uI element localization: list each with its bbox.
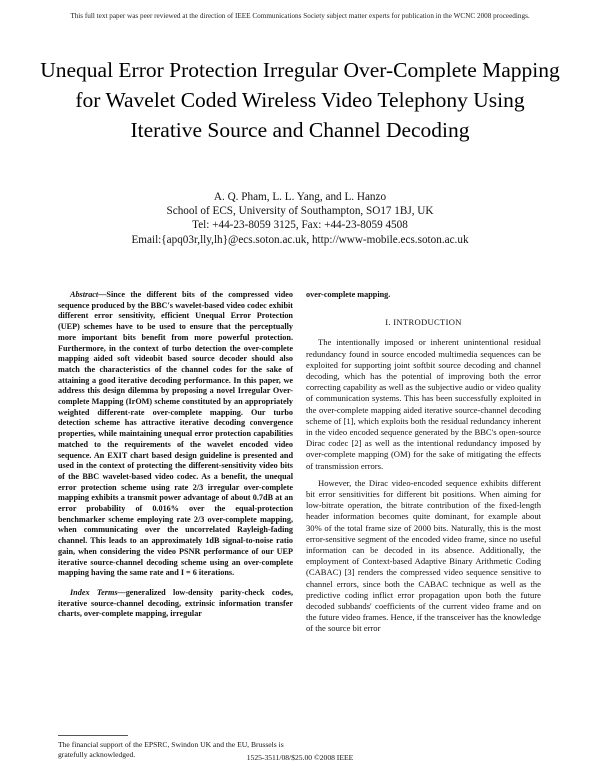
- author-email: Email:{apq03r,lly,lh}@ecs.soton.ac.uk, http://www-mobile.ecs.soton.ac.uk: [131, 233, 469, 246]
- author-block: [0, 190, 600, 247]
- author-affiliation: School of ECS, University of Southampton, SO17 1BJ, UK: [166, 205, 434, 218]
- introduction-heading: I. INTRODUCTION: [385, 316, 462, 327]
- copyright-footer: 1525-3511/08/$25.00 ©2008 IEEE: [246, 753, 354, 762]
- index-terms: [58, 588, 293, 620]
- paper-title: Unequal Error Protection Irregular Over-Complete Mapping for Wavelet Coded Wireless Video Telephony Using Iterative Source and Channel Decoding: [40, 58, 560, 142]
- footnote-divider: [58, 735, 128, 736]
- author-names: A. Q. Pham, L. L. Yang, and L. Hanzo: [213, 191, 387, 203]
- right-column: [306, 290, 541, 635]
- author-contact: Tel: +44-23-8059 3125, Fax: +44-23-8059 4508: [192, 219, 408, 232]
- peer-review-notice: This full text paper was peer reviewed at the direction of IEEE Communications Society subject matter experts for publication in the WCNC 2008 proceedings.: [70, 12, 530, 20]
- abstract-paragraph: [58, 290, 293, 579]
- introduction-paragraph-1: The intentionally imposed or inherent unintentional residual redundancy found in source encoded multimedia sequences can be exploited for supporting joint softbit source decoding and channel decoding, which has the potential of improving both the error correcting capability as well as the subjective audio or video quality of communication systems. This has been successfully exploited in the over-complete mapping aided iterative source-channel decoding scheme of [1], which exploits both the residual redundancy inherent in the video encoded sequence generated by the BBC's open-source Dirac codec [2] as well as the intentional redundancy imposed by over-complete mapping (OM) for the sake of mitigating the effects of transmission errors.: [306, 337, 541, 471]
- index-terms-text: generalized low-density parity-check codes, iterative source-channel decoding, extrinsic information transfer charts, over-complete mapping, irregular: [58, 587, 293, 619]
- funding-footnote: The financial support of the EPSRC, Swindon UK and the EU, Brussels is gratefully acknowledged.: [58, 740, 284, 759]
- introduction-paragraph-2: However, the Dirac video-encoded sequence exhibits different bit error sensitivities for different bit positions. When aiming for low-bitrate operation, the bitrate contribution of the fixed-length header information becomes quite dominant, for example about 30% of the total frame size of 2000 bits. Naturally, this is the most error-sensitive segment of the encoded video frame, since no useful information can be decoded in its absence. Additionally, the employment of Context-based Adaptive Binary Arithmetic Coding (CABAC) [3] renders the compressed video sequence sensitive to channel errors, since both the CABAC technique as well as the predictive coding inflict error propagation upon both the future decoded subbands' coefficients of the current video frame and on the future video frames. Hence, if the transceiver has the knowledge of the source bit error: [306, 477, 541, 634]
- index-terms-continuation: over-complete mapping.: [306, 290, 391, 299]
- left-column: [58, 290, 293, 620]
- index-terms-paragraph: [58, 588, 293, 620]
- abstract: [58, 290, 293, 579]
- abstract-label: Abstract—: [70, 290, 107, 299]
- abstract-text: Since the different bits of the compressed video sequence produced by the BBC's wavelet-based video codec exhibit different error sensitivity, efficient Unequal Error Protection (UEP) schemes have to be used to ensure that the perceptually more important bits benefit from more powerful protection. Furthermore, in the context of turbo detection the over-complete mapping aided soft videobit based source decoder should also match the characteristics of the channel codes for the sake of attaining a good iterative decoding performance. In this paper, we address this design dilemma by proposing a novel Irregular Over-complete Mapping (IrOM) scheme constituted by an appropriately weighted different-rate over-complete mapping. Our turbo detection scheme has attractive iterative decoding convergence properties, while maintaining unequal error protection capabilities matched to the requirements of the wavelet encoded video sequence. An EXIT chart based design guideline is presented and used in the context of protecting the different-sensitivity video bits of the BBC wavelet-based video codec. As a benefit, the unequal error protection scheme using rate 2/3 irregular over-complete mapping exhibits a transmit power advantage of about 0.7dB at an error probability of 0.016% over the equal-protection benchmarker scheme employing rate 2/3 over-complete mapping, when communicating over the uncorrelated Rayleigh-fading channel. This leads to an approximately 1dB signal-to-noise ratio gain, when considering the video PSNR performance of our UEP iterative source-channel decoding scheme using an over-complete mapping having the same rate and I = 6 iterations.: [58, 290, 293, 578]
- index-terms-label: Index Terms—: [70, 587, 126, 597]
